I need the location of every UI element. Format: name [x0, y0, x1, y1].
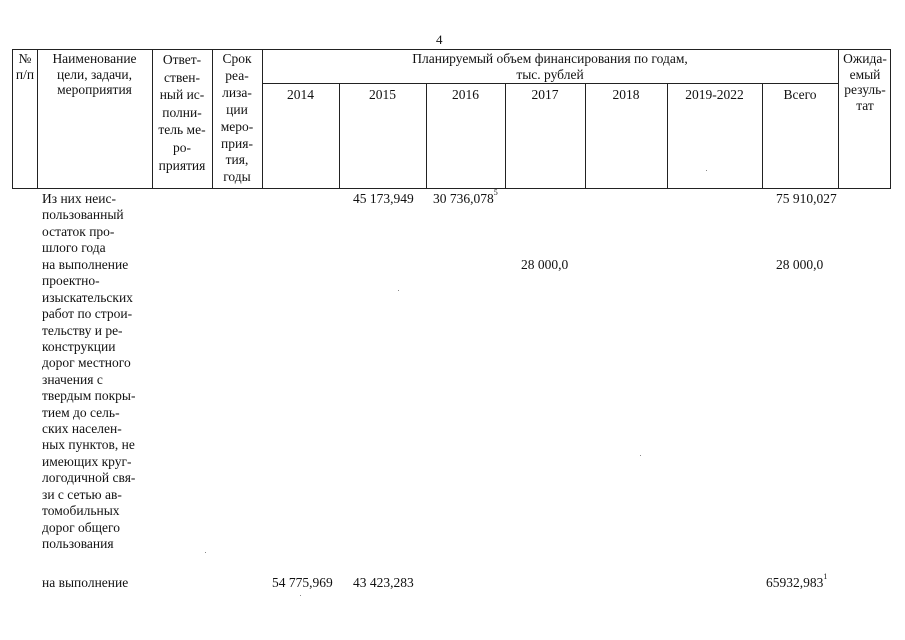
- row-name-line: на выполнение: [42, 575, 129, 590]
- header-year: 2017: [531, 87, 559, 102]
- row-name-line: дорог общего: [42, 519, 120, 535]
- header-year: 2015: [369, 87, 396, 102]
- header-term-line: прия-: [221, 135, 253, 151]
- row-value-2017: 28 000,0: [521, 257, 569, 272]
- header-year: 2014: [287, 87, 314, 102]
- header-financing: [262, 51, 838, 82]
- header-responsible-line: приятия: [158, 157, 206, 173]
- financing-subheader-line: [262, 83, 838, 84]
- header-term: [212, 51, 262, 186]
- row-value-2016: [433, 188, 498, 207]
- header-term-line: лиза-: [222, 84, 252, 100]
- scan-speck: [300, 595, 301, 596]
- row-name-line: работ по строи-: [42, 306, 133, 322]
- footnote-mark: 1: [823, 572, 828, 581]
- header-num: [12, 51, 38, 82]
- row-name-line: имеющих круг-: [42, 453, 132, 469]
- header-year: 2018: [612, 87, 640, 102]
- row-value-2014: 54 775,969: [272, 575, 333, 590]
- scan-speck: [706, 170, 707, 171]
- header-result-line: емый: [849, 66, 881, 82]
- row-name-line: Из них неис-: [42, 191, 116, 206]
- header-responsible-line: Ответ-: [162, 52, 202, 67]
- row-name-line: тельству и ре-: [42, 322, 123, 338]
- row-name-line: шлого года: [42, 240, 106, 256]
- header-responsible-line: ро-: [173, 139, 191, 155]
- header-name-line: цели, задачи,: [57, 66, 132, 82]
- header-num-line: п/п: [15, 66, 35, 82]
- header-responsible-line: ный ис-: [159, 87, 205, 103]
- scan-speck: [640, 455, 641, 456]
- header-year: 2016: [452, 87, 479, 102]
- row-name-line: значения с: [42, 371, 103, 387]
- header-financing-line: Планируемый объем финансирования по годам,: [412, 51, 688, 66]
- header-financing-line: тыс. рублей: [516, 66, 584, 82]
- table-top-border: [12, 49, 890, 50]
- header-name-line: Наименование: [52, 51, 137, 66]
- header-term-line: Срок: [222, 51, 252, 66]
- row-name-line: тием до сель-: [42, 404, 120, 420]
- header-bottom-border: [12, 188, 890, 189]
- header-term-line: годы: [223, 169, 251, 185]
- header-num-line: №: [18, 51, 32, 66]
- header-name: [37, 51, 152, 98]
- row-name-line: изыскательских: [42, 289, 133, 305]
- header-result: [838, 51, 892, 113]
- header-result-line: Ожида-: [843, 51, 887, 66]
- scan-speck: [205, 552, 206, 553]
- header-result-line: тат: [856, 97, 874, 113]
- header-term-line: тия,: [225, 152, 249, 168]
- row-name-line: логодичной свя-: [42, 470, 136, 486]
- row-name: [42, 191, 154, 257]
- page-number: 4: [436, 32, 443, 47]
- header-term-line: ции: [226, 101, 248, 117]
- row-name: [42, 257, 154, 552]
- value-text: 30 736,078: [433, 191, 494, 206]
- row-name-line: на выполнение: [42, 257, 129, 272]
- header-total: Всего: [783, 87, 817, 102]
- value-text: 65932,983: [766, 575, 824, 590]
- row-name-line: ных пунктов, не: [42, 437, 135, 453]
- row-name-line: твердым покры-: [42, 388, 136, 404]
- row-value-total: [766, 572, 828, 591]
- row-name-line: проектно-: [42, 273, 100, 289]
- header-responsible-line: тель ме-: [158, 122, 206, 138]
- row-name-line: остаток про-: [42, 223, 115, 239]
- row-name-line: конструкции: [42, 339, 116, 355]
- row-name-line: ских населен-: [42, 421, 122, 437]
- header-responsible-line: полни-: [162, 104, 202, 120]
- row-name-line: дорог местного: [42, 355, 131, 371]
- row-name-line: зи с сетью ав-: [42, 486, 122, 502]
- header-term-line: меро-: [220, 118, 254, 134]
- row-value-total: 28 000,0: [776, 257, 824, 272]
- row-name-line: пользования: [42, 535, 114, 551]
- header-name-line: мероприятия: [57, 82, 132, 97]
- scan-speck: [398, 290, 399, 291]
- row-name: [42, 575, 154, 591]
- row-name-line: пользованный: [42, 207, 124, 223]
- row-value-2015: 43 423,283: [353, 575, 414, 590]
- row-name-line: томобильных: [42, 503, 120, 519]
- row-value-2015: 45 173,949: [353, 191, 414, 206]
- footnote-mark: 5: [493, 188, 498, 197]
- header-responsible: [152, 51, 212, 174]
- row-value-total: 75 910,027: [776, 191, 837, 206]
- header-year: 2019-2022: [685, 87, 744, 102]
- header-responsible-line: ствен-: [164, 69, 200, 85]
- header-term-line: реа-: [225, 67, 249, 83]
- header-result-line: резуль-: [844, 82, 886, 97]
